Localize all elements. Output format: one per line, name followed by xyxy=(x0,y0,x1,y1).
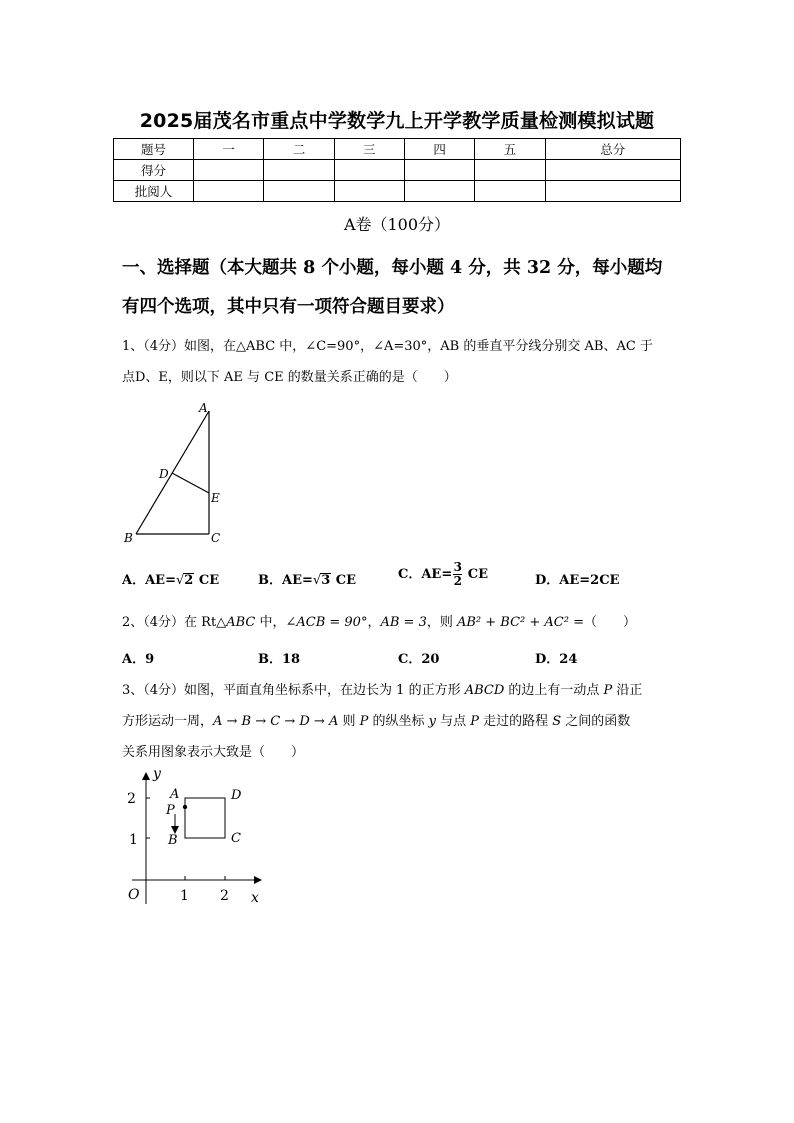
q2-mid2: ， xyxy=(367,615,381,630)
q1-option-d[interactable]: D．AE=2CE xyxy=(535,573,620,588)
q1-option-c-denominator: 2 xyxy=(453,574,462,588)
score-table-header-cell: 题号 xyxy=(114,139,194,160)
q1-option-b-prefix: B．AE= xyxy=(258,573,313,588)
q2-option-b[interactable]: B．18 xyxy=(258,652,301,667)
q1-stem-line1: 1、（4分）如图，在△ABC 中，∠C=90°，∠A=30°，AB 的垂直平分线分别交 AB、AC 于 xyxy=(122,339,653,354)
reviewer-cell[interactable] xyxy=(264,181,334,202)
page-title: 2025届茂名市重点中学数学九上开学教学质量检测模拟试题 xyxy=(139,110,655,132)
q3-text: 之间的函数 xyxy=(561,714,631,729)
origin-label: O xyxy=(128,887,140,903)
score-table-header-cell: 总分 xyxy=(545,139,680,160)
score-table-row-label: 批阅人 xyxy=(114,181,194,202)
q1-option-c-suffix: CE xyxy=(467,567,489,582)
q1-option-c-numerator: 3 xyxy=(453,560,462,574)
q2-suffix: （ ） xyxy=(583,615,636,630)
q1-stem-line2: 点D、E，则以下 AE 与 CE 的数量关系正确的是（ ） xyxy=(122,370,457,385)
q2-mid1: 中， xyxy=(255,615,286,630)
part1-heading-line1: 一、选择题（本大题共 8 个小题，每小题 4 分，共 32 分，每小题均 xyxy=(122,258,663,278)
label-c: C xyxy=(211,531,221,545)
score-table-header-cell: 一 xyxy=(194,139,264,160)
q2-option-a[interactable]: A．9 xyxy=(122,652,155,667)
score-cell[interactable] xyxy=(475,160,545,181)
q1-option-a-radicand: 2 xyxy=(184,573,194,588)
q1-option-b[interactable]: B．AE=√3 CE xyxy=(258,573,357,588)
q3-path: A → B → C → D → A xyxy=(213,714,339,729)
q3-text: 的边上有一动点 xyxy=(504,683,604,698)
q1-option-a[interactable]: A．AE=√2 CE xyxy=(122,573,220,588)
q2-option-d[interactable]: D．24 xyxy=(535,652,578,667)
q3-point-p: P xyxy=(359,714,369,729)
q2-ab: AB = 3 xyxy=(380,615,427,630)
q1-triangle-figure xyxy=(118,398,228,548)
q3-point-p: P xyxy=(470,714,479,729)
score-cell[interactable] xyxy=(334,160,404,181)
square-abcd xyxy=(185,798,225,838)
q2-angle: ∠ACB = 90° xyxy=(285,615,368,630)
label-c: C xyxy=(231,831,241,846)
q3-stem-line1 xyxy=(122,679,682,698)
score-cell[interactable] xyxy=(194,160,264,181)
label-a: A xyxy=(170,787,180,802)
score-table-header-cell: 三 xyxy=(334,139,404,160)
section-a-heading: A卷（100分） xyxy=(343,215,451,234)
q3-var-s: S xyxy=(552,714,562,729)
q3-stem-line2 xyxy=(122,710,682,729)
score-table-row xyxy=(114,160,681,181)
reviewer-cell[interactable] xyxy=(404,181,474,202)
q3-coordinate-figure xyxy=(120,766,270,908)
score-table xyxy=(113,138,681,202)
reviewer-cell[interactable] xyxy=(334,181,404,202)
q1-option-b-suffix: CE xyxy=(335,573,357,588)
q3-text: 与点 xyxy=(435,714,471,729)
q1-option-a-suffix: CE xyxy=(198,573,220,588)
point-p-dot xyxy=(183,805,187,809)
score-table-header-cell: 五 xyxy=(475,139,545,160)
reviewer-cell[interactable] xyxy=(545,181,680,202)
label-d: D xyxy=(231,788,242,803)
tick-label-x1: 1 xyxy=(180,888,189,904)
q2-option-c[interactable]: C．20 xyxy=(398,652,440,667)
score-table-header-row xyxy=(114,139,681,160)
side-ab xyxy=(136,411,209,534)
tick-label-y2: 2 xyxy=(127,791,136,807)
x-axis-label: x xyxy=(251,890,259,906)
q3-text: 的纵坐标 xyxy=(368,714,429,729)
label-d: D xyxy=(159,467,169,481)
q2-expression: AB² + BC² + AC² = xyxy=(456,615,584,630)
q3-var-y: y xyxy=(428,714,436,729)
score-table-row-label: 得分 xyxy=(114,160,194,181)
q1-option-c-fraction xyxy=(453,561,462,588)
q3-text: 沿正 xyxy=(612,683,643,698)
label-a: A xyxy=(199,401,208,415)
q3-text: 方形运动一周， xyxy=(122,714,214,729)
q1-option-c[interactable] xyxy=(398,561,488,588)
label-b: B xyxy=(168,833,178,848)
q2-triangle: ABC xyxy=(226,615,256,630)
q1-option-b-radicand: 3 xyxy=(321,573,331,588)
score-cell[interactable] xyxy=(404,160,474,181)
score-table-header-cell: 二 xyxy=(264,139,334,160)
tick-label-x2: 2 xyxy=(220,888,229,904)
q3-text: 走过的路程 xyxy=(479,714,553,729)
q2-mid3: ，则 xyxy=(426,615,457,630)
tick-label-y1: 1 xyxy=(129,832,138,848)
reviewer-cell[interactable] xyxy=(475,181,545,202)
q2-prefix: 2、（4分）在 Rt△ xyxy=(122,615,227,630)
label-e: E xyxy=(211,491,220,505)
q2-stem xyxy=(122,611,682,630)
q3-text: 3、（4分）如图，平面直角坐标系中，在边长为 1 的正方形 xyxy=(122,683,465,698)
q3-stem-line3: 关系用图象表示大致是（ ） xyxy=(122,745,305,760)
perpendicular-bisector-de xyxy=(172,473,209,493)
q1-option-c-prefix: C．AE= xyxy=(398,567,453,582)
q3-square-name: ABCD xyxy=(464,683,505,698)
label-p: P xyxy=(166,803,175,818)
label-b: B xyxy=(124,531,133,545)
y-axis-label: y xyxy=(153,766,161,782)
q3-point-p: P xyxy=(603,683,613,698)
q3-text: 则 xyxy=(338,714,360,729)
q1-option-a-prefix: A．AE= xyxy=(122,573,176,588)
part1-heading-line2: 有四个选项，其中只有一项符合题目要求） xyxy=(122,297,455,317)
score-table-header-cell: 四 xyxy=(404,139,474,160)
score-cell[interactable] xyxy=(545,160,680,181)
reviewer-cell[interactable] xyxy=(194,181,264,202)
score-table-row xyxy=(114,181,681,202)
score-cell[interactable] xyxy=(264,160,334,181)
